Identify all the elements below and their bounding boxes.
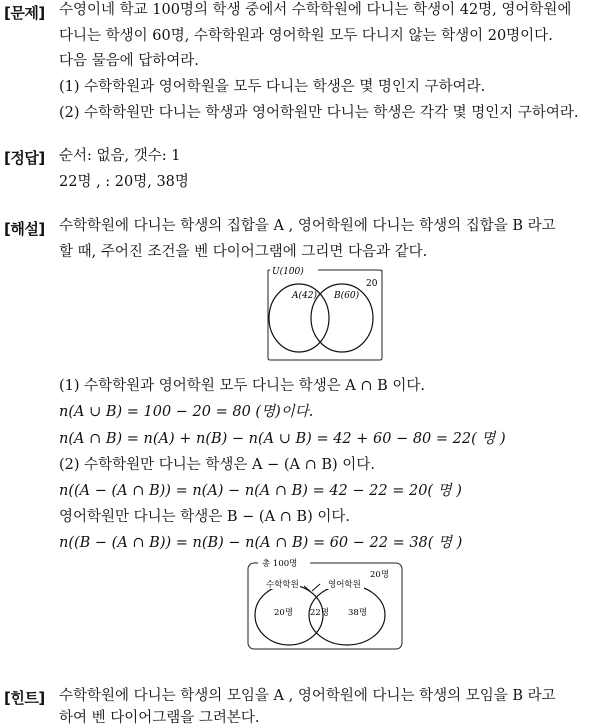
explanation-tag: [해설]	[4, 220, 45, 238]
hint-tag: [힌트]	[4, 689, 45, 707]
answer-line-1: 순서: 없음, 갯수: 1	[59, 148, 181, 164]
problem-line-4: (1) 수학학원과 영어학원을 모두 다니는 학생은 몇 명인지 구하여라.	[59, 79, 486, 95]
universe-label: U(100)	[272, 267, 304, 277]
explanation-step-6: 영어학원만 다니는 학생은 B − (A ∩ B) 이다.	[59, 509, 350, 525]
explanation-step-1: (1) 수학학원과 영어학원 모두 다니는 학생은 A ∩ B 이다.	[59, 378, 426, 394]
explanation-step-5: n((A − (A ∩ B)) = n(A) − n(A ∩ B) = 42 − 22 = 20( 명 )	[59, 483, 462, 499]
set-a-label: A(42)	[292, 291, 317, 301]
problem-line-5: (2) 수학학원만 다니는 학생과 영어학원만 다니는 학생은 각각 몇 명인지 구하여라.	[59, 105, 579, 121]
problem-line-1: 수영이네 학교 100명의 학생 중에서 수학학원에 다니는 학생이 42명, 영어학원에	[59, 2, 572, 18]
english-only-count: 38명	[348, 608, 368, 618]
english-label: 영어학원	[328, 580, 361, 590]
set-b-label: B(60)	[334, 291, 360, 301]
outside-count-label: 20명	[370, 570, 390, 580]
hint-line-1: 수학학원에 다니는 학생의 모임을 A , 영어학원에 다니는 학생의 모임을 B 라고	[59, 688, 556, 704]
answer-line-2: 22명 , : 20명, 38명	[59, 174, 189, 190]
both-count: 22명	[310, 608, 330, 618]
explanation-step-3: n(A ∩ B) = n(A) + n(B) − n(A ∪ B) = 42 + 60 − 80 = 22( 명 )	[59, 431, 506, 447]
explanation-intro-2: 할 때, 주어진 조건을 벤 다이어그램에 그리면 다음과 같다.	[59, 244, 428, 260]
explanation-step-2: n(A ∪ B) = 100 − 20 = 80 (명)이다.	[59, 404, 314, 420]
explanation-step-7: n((B − (A ∩ B)) = n(B) − n(A ∩ B) = 60 − 22 = 38( 명 )	[59, 535, 463, 551]
problem-line-3: 다음 물음에 답하여라.	[59, 53, 199, 69]
hint-line-2: 하여 벤 다이어그램을 그려본다.	[59, 710, 260, 726]
problem-line-2: 다니는 학생이 60명, 수학학원과 영어학원 모두 다니지 않는 학생이 20명이다.	[59, 28, 553, 44]
problem-tag: [문제]	[4, 4, 45, 22]
venn-diagram-counts	[244, 557, 406, 653]
explanation-intro-1: 수학학원에 다니는 학생의 집합을 A , 영어학원에 다니는 학생의 집합을 B 라고	[59, 218, 556, 234]
venn-diagram-sets	[262, 266, 388, 362]
math-label: 수학학원	[266, 580, 299, 590]
math-only-count: 20명	[274, 608, 294, 618]
total-label: 총 100명	[262, 559, 298, 569]
answer-tag: [정답]	[4, 149, 45, 167]
explanation-step-4: (2) 수학학원만 다니는 학생은 A − (A ∩ B) 이다.	[59, 457, 375, 473]
outside-count: 20	[366, 279, 378, 289]
